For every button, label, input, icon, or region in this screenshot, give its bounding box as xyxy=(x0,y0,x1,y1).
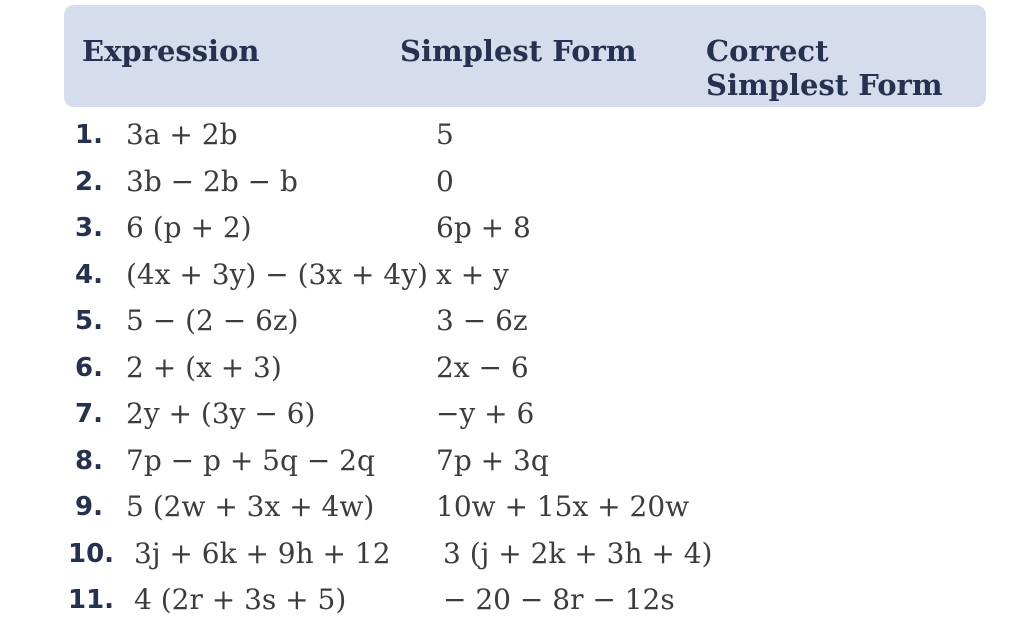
simplest-form-cell: −y + 6 xyxy=(436,397,535,430)
table-row xyxy=(0,577,1024,624)
expression-cell: 3a + 2b xyxy=(126,118,238,151)
row-number: 6. xyxy=(75,352,103,383)
table-row xyxy=(0,345,1024,392)
simplest-form-cell: 7p + 3q xyxy=(436,443,549,477)
correct-simplest-form-cell xyxy=(706,490,976,524)
simplest-form-cell: 3 − 6z xyxy=(436,304,528,337)
simplest-form-cell: 10w + 15x + 20w xyxy=(436,490,690,523)
row-number: 1. xyxy=(75,120,103,150)
table-row xyxy=(0,298,1024,345)
row-number: 7. xyxy=(75,399,103,429)
table-row xyxy=(0,112,1024,159)
table-row xyxy=(0,252,1024,299)
header-expression: Expression xyxy=(82,34,260,68)
expression-cell: 3b − 2b − b xyxy=(126,164,298,198)
expression-cell: 5 − (2 − 6z) xyxy=(126,304,299,337)
row-number: 11. xyxy=(68,585,115,615)
correct-simplest-form-cell xyxy=(706,397,976,431)
expression-cell: 6 (p + 2) xyxy=(126,211,252,244)
correct-simplest-form-cell xyxy=(706,118,976,152)
table-row xyxy=(0,159,1024,206)
simplest-form-cell: − 20 − 8r − 12s xyxy=(443,583,675,616)
expression-cell: 2y + (3y − 6) xyxy=(126,397,316,430)
correct-simplest-form-cell xyxy=(706,165,976,199)
expression-cell: (4x + 3y) − (3x + 4y) xyxy=(126,257,428,291)
simplest-form-cell: 5 xyxy=(436,118,454,151)
expression-cell: 3j + 6k + 9h + 12 xyxy=(134,536,391,570)
expression-cell: 7p − p + 5q − 2q xyxy=(126,443,375,477)
correct-simplest-form-cell xyxy=(706,583,976,617)
correct-simplest-form-cell xyxy=(706,211,976,245)
table-row xyxy=(0,205,1024,252)
simplest-form-cell: 3 (j + 2k + 3h + 4) xyxy=(443,536,713,570)
expression-cell: 2 + (x + 3) xyxy=(126,350,282,384)
table-row xyxy=(0,391,1024,438)
expression-cell: 4 (2r + 3s + 5) xyxy=(134,583,347,616)
table-row xyxy=(0,531,1024,578)
correct-simplest-form-cell xyxy=(706,444,976,478)
row-number: 8. xyxy=(75,445,103,476)
expression-cell: 5 (2w + 3x + 4w) xyxy=(126,490,375,523)
row-number: 3. xyxy=(75,213,103,243)
row-number: 2. xyxy=(75,166,103,197)
row-number: 5. xyxy=(75,306,103,336)
simplest-form-cell: x + y xyxy=(436,257,509,291)
simplest-form-cell: 0 xyxy=(436,164,454,198)
header-correct-simplest-form: Correct Simplest Form xyxy=(706,34,943,102)
simplest-form-cell: 6p + 8 xyxy=(436,211,531,244)
correct-simplest-form-cell xyxy=(706,258,976,292)
table-body xyxy=(0,112,1024,624)
row-number: 9. xyxy=(75,492,103,522)
correct-simplest-form-cell xyxy=(706,537,976,571)
table-row xyxy=(0,484,1024,531)
simplest-form-cell: 2x − 6 xyxy=(436,350,529,384)
table-row xyxy=(0,438,1024,485)
correct-simplest-form-cell xyxy=(706,304,976,338)
correct-simplest-form-cell xyxy=(706,351,976,385)
row-number: 4. xyxy=(75,259,103,290)
row-number: 10. xyxy=(68,538,115,569)
header-simplest-form: Simplest Form xyxy=(400,34,637,68)
